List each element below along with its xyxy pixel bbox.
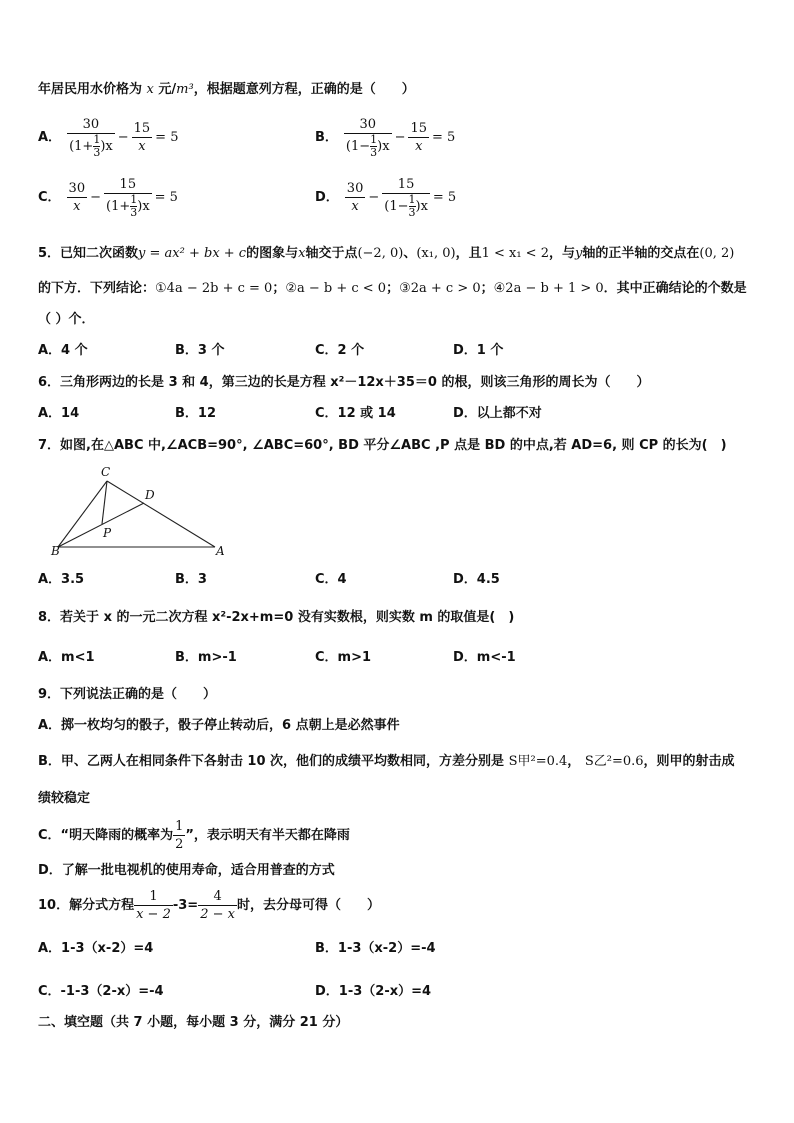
- point-1: (−2, 0): [357, 246, 404, 261]
- denominator: [344, 133, 392, 159]
- fraction: [408, 121, 429, 156]
- text: 5．已知二次函数: [38, 246, 139, 261]
- label-a: A: [216, 544, 225, 558]
- q5-option-b: B．3 个: [175, 343, 225, 358]
- option-letter: B．: [315, 130, 338, 145]
- label-b: B: [51, 544, 60, 558]
- equals-five: = 5: [432, 130, 456, 145]
- q4-stem-text: 年居民用水价格为: [38, 82, 143, 97]
- conclusion-4: ④2a − b + 1 > 0: [493, 281, 604, 296]
- point-3: (0, 2): [699, 246, 735, 261]
- denominator: [104, 193, 152, 219]
- text: 3: [408, 206, 416, 219]
- q10-option-a: A．1-3（x-2）=4: [38, 941, 154, 956]
- denominator: x: [345, 197, 366, 216]
- denominator: [67, 133, 115, 159]
- fraction: [104, 177, 152, 219]
- text: 10．解分式方程: [38, 898, 135, 913]
- q6-option-b: B．12: [175, 406, 216, 421]
- text: (1+: [69, 139, 94, 154]
- text: B．甲、乙两人在相同条件下各射击 10 次，他们的成绩平均数相同，方差分别是: [38, 754, 505, 769]
- fraction-1: [134, 889, 173, 924]
- numerator: 4: [213, 888, 222, 904]
- q5-option-c: C．2 个: [315, 343, 365, 358]
- denominator: x: [132, 137, 153, 156]
- text: 3: [370, 146, 378, 159]
- q6-option-c: C．12 或 14: [315, 406, 396, 421]
- q7-option-b: B．3: [175, 572, 207, 587]
- q4-unit: m³: [176, 82, 194, 97]
- conclusion-2: ②a − b + c < 0: [285, 281, 387, 296]
- text: 轴的正半轴的交点在: [582, 246, 700, 261]
- q7-triangle-figure: [50, 462, 235, 558]
- q4-stem-text-2: 元/: [158, 82, 177, 97]
- variance-jia: S甲²=0.4: [508, 754, 568, 769]
- text: )x: [137, 199, 150, 214]
- q4-option-a: [38, 112, 178, 164]
- fraction: [67, 117, 115, 159]
- y-axis: y: [575, 246, 583, 261]
- fraction: [382, 177, 430, 219]
- text: 轴交于点: [305, 246, 358, 261]
- numerator: 15: [397, 177, 415, 192]
- q4-var-x: x: [146, 82, 154, 97]
- q6-option-d: D．以上都不对: [453, 406, 542, 421]
- q4-stem-text-3: ，根据题意列方程，正确的是（ ）: [193, 82, 415, 97]
- q9-option-c: [38, 818, 350, 854]
- numerator: 1: [175, 818, 184, 834]
- text: ，且: [455, 246, 482, 261]
- text: ，: [567, 754, 581, 769]
- q6-option-a: A．14: [38, 406, 80, 421]
- point-2: (x₁, 0): [416, 246, 456, 261]
- q9-stem: 9．下列说法正确的是（ ）: [38, 687, 217, 702]
- label-d: D: [145, 488, 155, 502]
- q4-option-b: [315, 112, 455, 164]
- q5-option-a: A．4 个: [38, 343, 88, 358]
- q8-option-b: B．m>-1: [175, 650, 237, 665]
- q7-stem: 7．如图,在△ABC 中,∠ACB=90°, ∠ABC=60°, BD 平分∠ABC ,P 点是 BD 的中点,若 AD=6, 则 CP 的长为( ): [38, 438, 727, 453]
- q9-option-a: A．掷一枚均匀的骰子，骰子停止转动后，6 点朝上是必然事件: [38, 718, 400, 733]
- text: )x: [100, 139, 113, 154]
- segment-bc: [58, 481, 107, 547]
- numerator: 15: [119, 177, 137, 192]
- text: (1−: [345, 139, 371, 154]
- label-c: C: [101, 465, 111, 479]
- text: 的下方．下列结论：: [38, 281, 156, 296]
- numerator: 15: [133, 120, 151, 136]
- minus-sign: −: [394, 130, 406, 145]
- q9-option-d: D．了解一批电视机的使用寿命，适合用普查的方式: [38, 863, 335, 878]
- denominator: 2: [175, 836, 184, 852]
- x-axis: x: [298, 246, 306, 261]
- q5-stem-line-1: [38, 245, 734, 263]
- q5-option-d: D．1 个: [453, 343, 504, 358]
- q10-option-d: D．1-3（2-x）=4: [315, 984, 432, 999]
- equals-five: = 5: [154, 190, 178, 205]
- text: 3: [93, 146, 101, 159]
- denominator: [382, 193, 430, 219]
- text: ；: [386, 281, 400, 296]
- denominator: x: [408, 137, 429, 156]
- q4-stem: [38, 81, 415, 99]
- text: ；: [480, 281, 494, 296]
- numerator: 30: [346, 180, 364, 196]
- equals-five: = 5: [432, 190, 457, 205]
- text: 1: [370, 133, 378, 146]
- numerator: 30: [82, 117, 100, 132]
- section-2-heading: 二、填空题（共 7 小题，每小题 3 分，满分 21 分）: [38, 1015, 349, 1030]
- q7-option-c: C．4: [315, 572, 347, 587]
- text: ，则甲的射击成: [643, 754, 735, 769]
- q10-stem: [38, 886, 380, 926]
- quadratic-function: y = ax² + bx + c: [138, 246, 247, 261]
- q7-option-a: A．3.5: [38, 572, 85, 587]
- text: (1−: [384, 199, 409, 214]
- small-fraction: [409, 194, 416, 219]
- text: C．“明天降雨的概率为: [38, 828, 174, 843]
- numerator: 30: [68, 180, 86, 196]
- text: 1: [93, 133, 101, 146]
- option-letter: A．: [38, 130, 62, 145]
- option-letter: D．: [315, 190, 339, 205]
- text: 、: [403, 246, 417, 261]
- segment-bd: [58, 503, 144, 547]
- variance-yi: S乙²=0.6: [584, 754, 644, 769]
- numerator: 15: [410, 120, 428, 136]
- text: )x: [377, 139, 390, 154]
- q8-option-d: D．m<-1: [453, 650, 516, 665]
- text: 1: [408, 193, 416, 206]
- fraction: [344, 117, 392, 159]
- text: ”，表示明天有半天都在降雨: [185, 828, 350, 843]
- label-p: P: [103, 526, 112, 540]
- q10-option-c: C．-1-3（2-x）=-4: [38, 984, 164, 999]
- fraction-half: [173, 819, 185, 854]
- q9-option-b-line-1: [38, 753, 735, 771]
- text: )x: [415, 199, 428, 214]
- text: 3: [130, 206, 138, 219]
- q8-stem: 8．若关于 x 的一元二次方程 x²-2x+m=0 没有实数根，则实数 m 的取值是( ): [38, 610, 515, 625]
- q7-option-d: D．4.5: [453, 572, 500, 587]
- q5-stem-line-3: （ ）个．: [38, 312, 95, 327]
- q8-option-a: A．m<1: [38, 650, 95, 665]
- fraction: [132, 121, 153, 156]
- conclusion-1: ①4a − 2b + c = 0: [155, 281, 273, 296]
- text: -3=: [172, 898, 199, 913]
- option-letter: C．: [38, 190, 61, 205]
- text: ；: [272, 281, 286, 296]
- numerator: 30: [359, 117, 377, 132]
- q8-option-c: C．m>1: [315, 650, 372, 665]
- q9-option-b-line-2: 绩较稳定: [38, 791, 91, 806]
- text: ，与: [548, 246, 575, 261]
- q10-option-b: B．1-3（x-2）=-4: [315, 941, 436, 956]
- q4-option-d: [315, 172, 456, 224]
- equals-five: = 5: [155, 130, 179, 145]
- minus-sign: −: [90, 190, 101, 205]
- q4-option-c: [38, 172, 178, 224]
- text: 1: [130, 193, 138, 206]
- fraction-2: [198, 889, 237, 924]
- text: 的图象与: [246, 246, 299, 261]
- denominator: x: [67, 197, 88, 216]
- text: (1+: [106, 199, 131, 214]
- denominator: x − 2: [136, 906, 171, 922]
- text: ．其中正确结论的个数是: [603, 281, 747, 296]
- text: 时，去分母可得（ ）: [236, 898, 380, 913]
- fraction: [67, 181, 88, 216]
- conclusion-3: ③2a + c > 0: [399, 281, 481, 296]
- fraction: [345, 181, 366, 216]
- minus-sign: −: [368, 190, 380, 205]
- condition: 1 < x₁ < 2: [481, 246, 549, 261]
- minus-sign: −: [117, 130, 129, 145]
- q5-stem-line-2: [38, 280, 747, 298]
- denominator: 2 − x: [200, 906, 235, 922]
- numerator: 1: [149, 888, 158, 904]
- q6-stem: 6．三角形两边的长是 3 和 4，第三边的长是方程 x²－12x＋35＝0 的根，则该三角形的周长为（ ）: [38, 375, 650, 390]
